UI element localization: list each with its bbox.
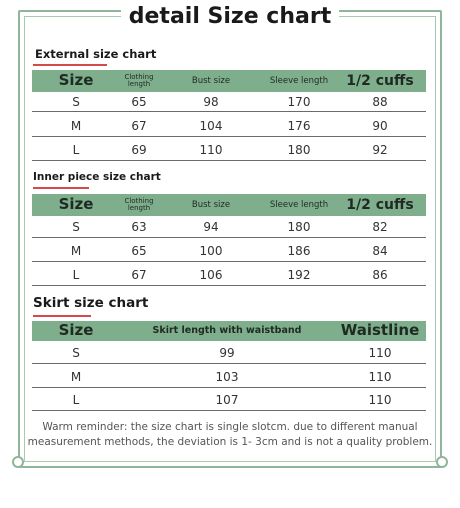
clothing-length-cell: 69	[131, 143, 147, 157]
skirt-header-row	[32, 321, 426, 341]
row-divider	[32, 261, 426, 262]
sleeve-length-cell: 186	[287, 244, 311, 258]
page-title: detail Size chart	[121, 4, 339, 29]
row-divider	[32, 136, 426, 137]
row-divider	[32, 410, 426, 411]
table-row	[32, 218, 426, 236]
header-sleeve-length: Sleeve length	[269, 75, 329, 86]
skirt-heading-underline	[33, 315, 91, 317]
size-cell: M	[70, 119, 82, 133]
clothing-length-cell: 65	[131, 244, 147, 258]
header-skirt-length: Skirt length with waistband	[152, 325, 302, 337]
row-divider	[32, 387, 426, 388]
size-cell: S	[72, 346, 80, 360]
external-header-row	[32, 70, 426, 92]
clothing-length-cell: 65	[131, 95, 147, 109]
row-divider	[32, 363, 426, 364]
skirt-length-cell: 103	[215, 370, 239, 384]
table-row	[32, 117, 426, 135]
sleeve-length-cell: 180	[287, 220, 311, 234]
row-divider	[32, 285, 426, 286]
table-row	[32, 93, 426, 111]
inner-header-row	[32, 194, 426, 216]
title-wrap	[0, 4, 460, 29]
frame-corner-bottom-right	[436, 456, 448, 468]
header-waistline: Waistline	[340, 321, 420, 340]
skirt-length-cell: 99	[219, 346, 235, 360]
sleeve-length-cell: 176	[287, 119, 311, 133]
table-row	[32, 391, 426, 409]
table-row	[32, 344, 426, 362]
header-clothing-length: Clothing length	[124, 196, 154, 212]
size-cell: L	[72, 268, 80, 282]
header-sleeve-length: Sleeve length	[269, 199, 329, 210]
clothing-length-cell: 67	[131, 119, 147, 133]
header-bust-size: Bust size	[191, 75, 231, 86]
size-cell: S	[72, 220, 80, 234]
clothing-length-cell: 63	[131, 220, 147, 234]
table-row	[32, 368, 426, 386]
header-size: Size	[58, 321, 94, 340]
bust-size-cell: 98	[203, 95, 219, 109]
header-clothing-length: Clothing length	[124, 72, 154, 88]
skirt-length-cell: 107	[215, 393, 239, 407]
header-size: Size	[58, 195, 94, 214]
header-half-cuffs: 1/2 cuffs	[346, 72, 414, 89]
sleeve-length-cell: 192	[287, 268, 311, 282]
bust-size-cell: 100	[199, 244, 223, 258]
row-divider	[32, 237, 426, 238]
waistline-cell: 110	[368, 346, 392, 360]
external-heading-underline	[33, 64, 107, 66]
size-cell: M	[70, 370, 82, 384]
half-cuffs-cell: 84	[372, 244, 388, 258]
table-row	[32, 266, 426, 284]
row-divider	[32, 160, 426, 161]
half-cuffs-cell: 86	[372, 268, 388, 282]
size-cell: L	[72, 393, 80, 407]
warm-reminder-note: Warm reminder: the size chart is single slotcm. due to different manual measurement methods, the deviation is 1- 3cm and is not a quality problem.	[27, 421, 433, 448]
size-cell: M	[70, 244, 82, 258]
bust-size-cell: 104	[199, 119, 223, 133]
header-size: Size	[58, 71, 94, 90]
size-cell: L	[72, 143, 80, 157]
table-row	[32, 141, 426, 159]
waistline-cell: 110	[368, 393, 392, 407]
bust-size-cell: 94	[203, 220, 219, 234]
table-row	[32, 242, 426, 260]
header-bust-size: Bust size	[191, 199, 231, 210]
header-half-cuffs: 1/2 cuffs	[346, 196, 414, 213]
clothing-length-cell: 67	[131, 268, 147, 282]
frame-corner-bottom-left	[12, 456, 24, 468]
half-cuffs-cell: 92	[372, 143, 388, 157]
waistline-cell: 110	[368, 370, 392, 384]
inner-heading: Inner piece size chart	[33, 171, 161, 183]
row-divider	[32, 111, 426, 112]
half-cuffs-cell: 82	[372, 220, 388, 234]
sleeve-length-cell: 180	[287, 143, 311, 157]
half-cuffs-cell: 90	[372, 119, 388, 133]
skirt-heading: Skirt size chart	[33, 295, 149, 311]
sleeve-length-cell: 170	[287, 95, 311, 109]
inner-heading-underline	[33, 187, 89, 189]
half-cuffs-cell: 88	[372, 95, 388, 109]
size-cell: S	[72, 95, 80, 109]
external-heading: External size chart	[35, 47, 157, 61]
bust-size-cell: 106	[199, 268, 223, 282]
bust-size-cell: 110	[199, 143, 223, 157]
